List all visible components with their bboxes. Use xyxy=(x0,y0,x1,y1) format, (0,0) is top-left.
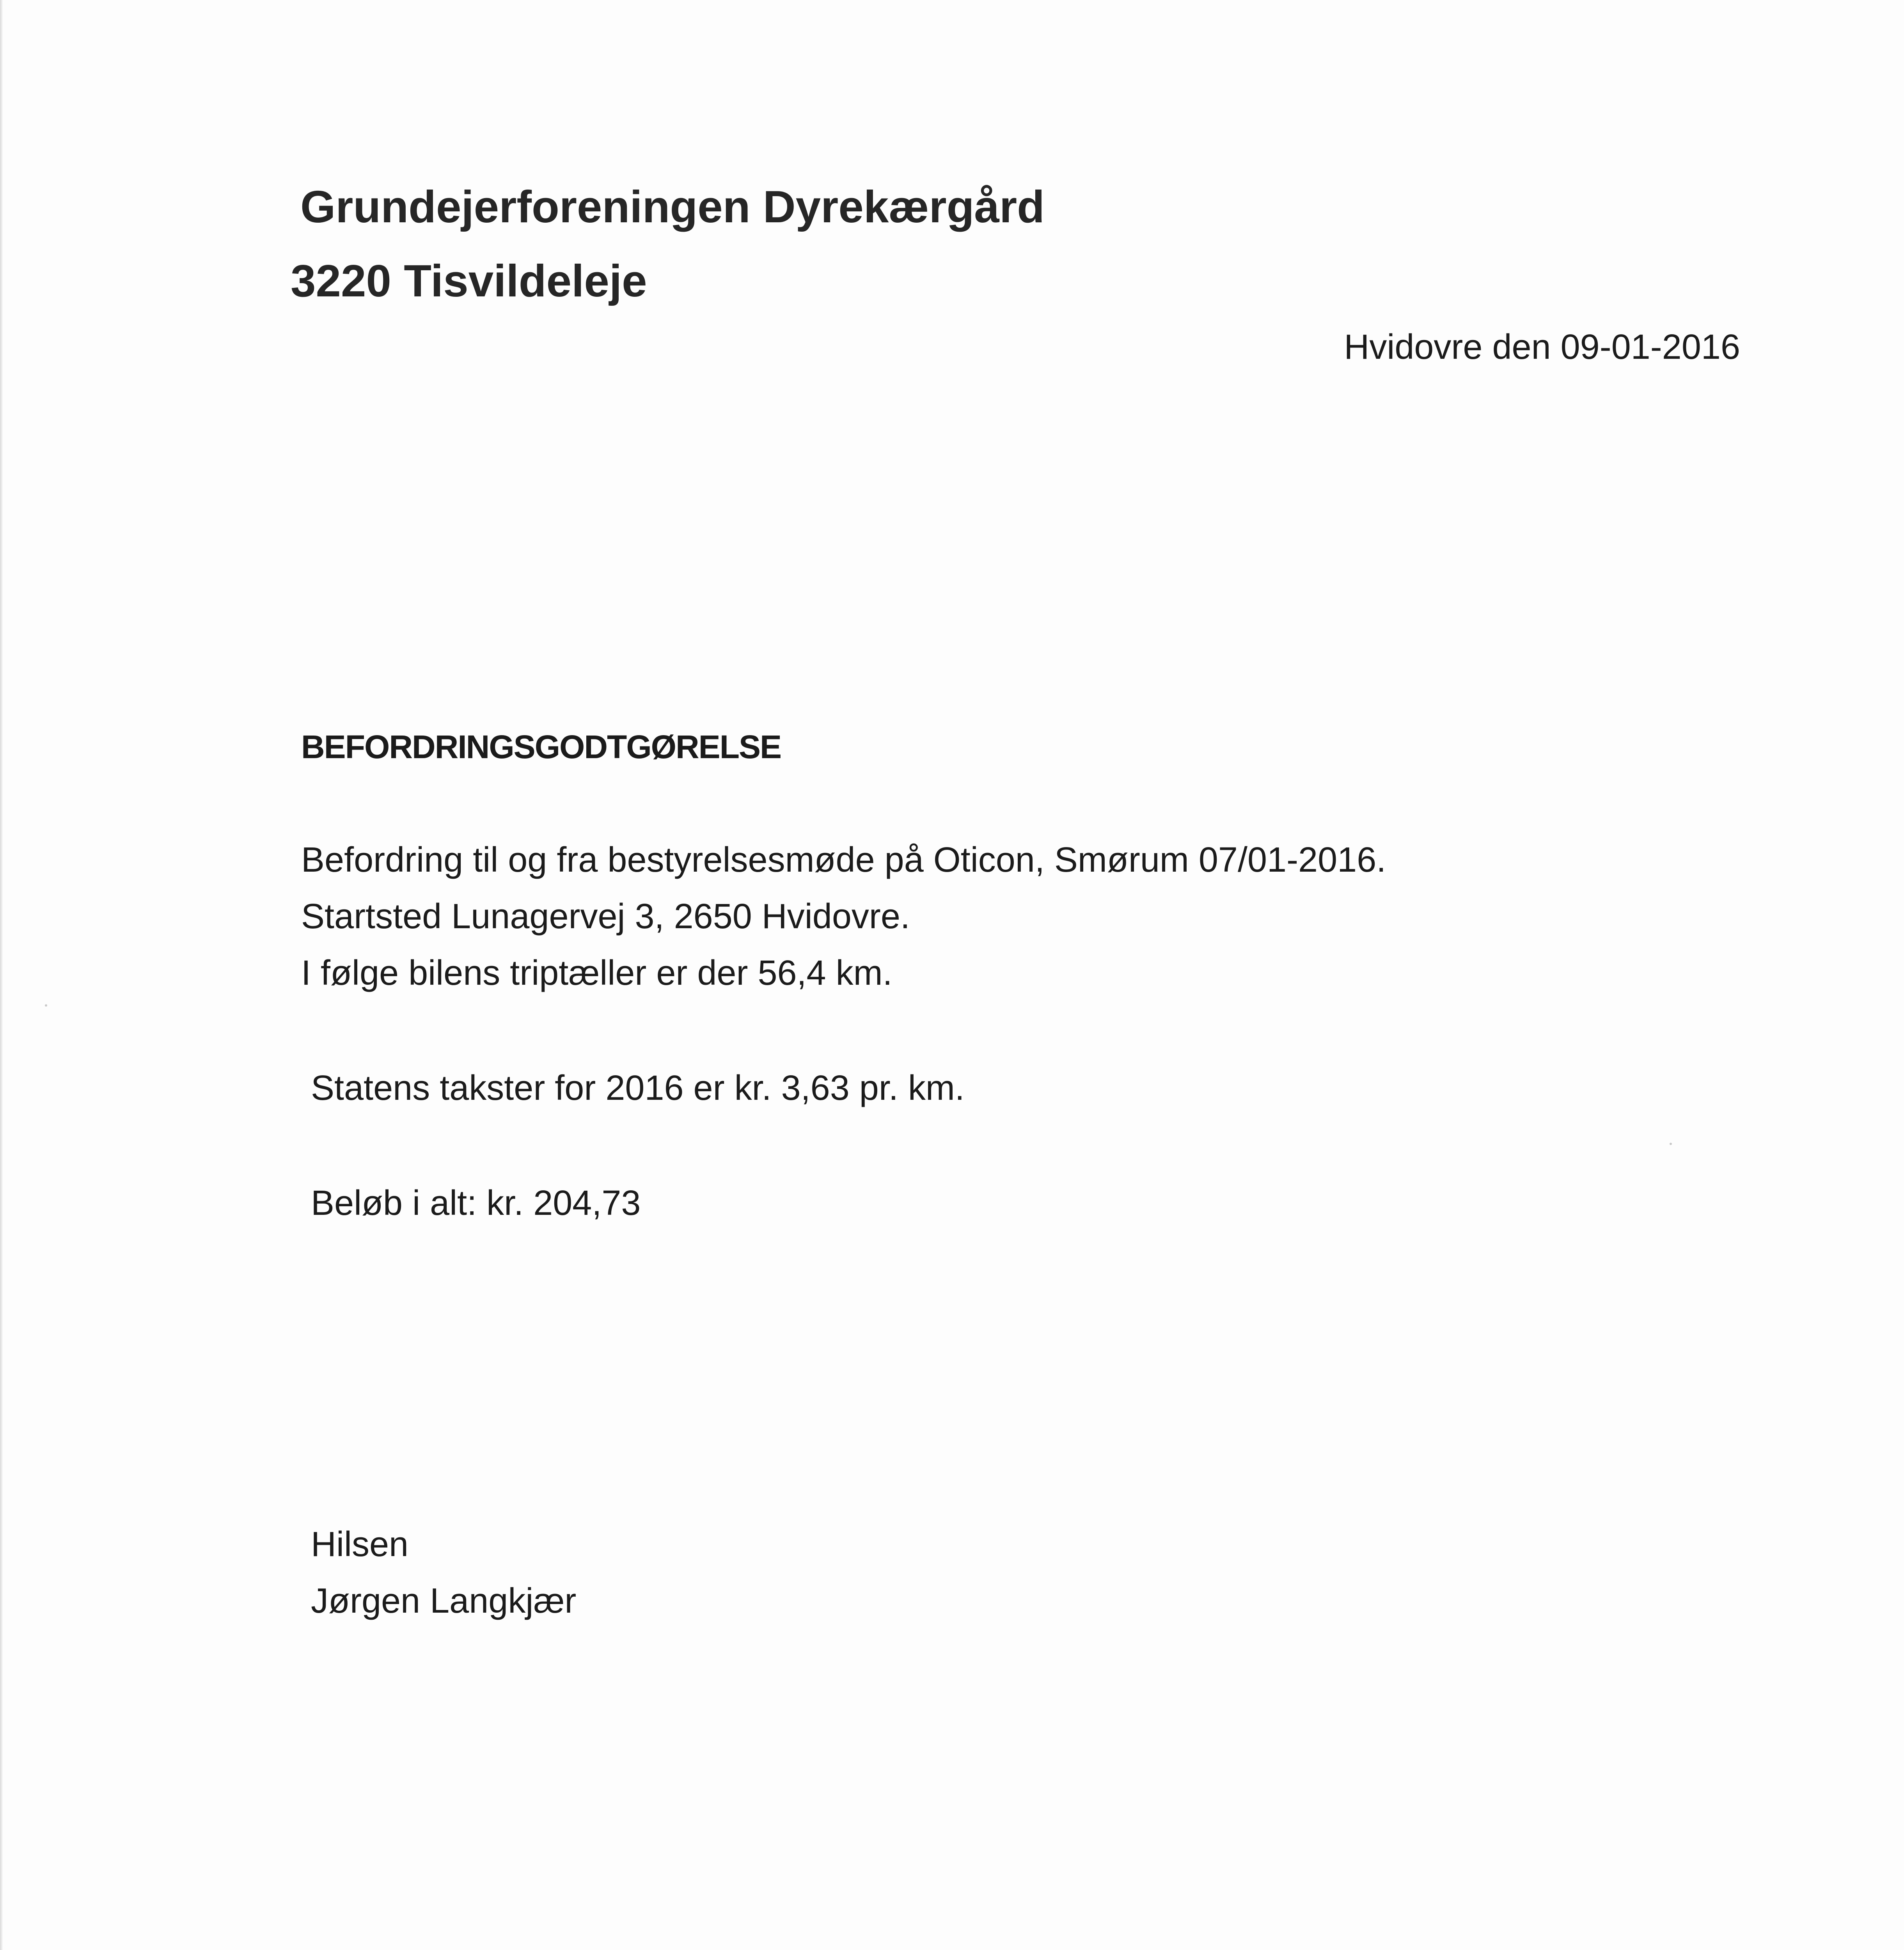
organization-city: 3220 Tisvildeleje xyxy=(291,255,647,306)
body-line-distance: I følge bilens triptæller er der 56,4 km. xyxy=(301,954,893,993)
scan-edge xyxy=(0,0,3,1950)
total-line: Beløb i alt: kr. 204,73 xyxy=(311,1184,641,1223)
handwritten-paid-note xyxy=(1443,1942,1763,1950)
sender-name: Jørgen Langkjær xyxy=(311,1581,577,1620)
body-line-start: Startsted Lunagervej 3, 2650 Hvidovre. xyxy=(301,897,910,936)
rate-line: Statens takster for 2016 er kr. 3,63 pr. km. xyxy=(311,1069,965,1108)
document-heading: BEFORDRINGSGODTGØRELSE xyxy=(301,729,781,765)
scan-speck xyxy=(45,1004,47,1007)
closing-greeting: Hilsen xyxy=(311,1525,409,1564)
scan-speck xyxy=(1670,1143,1672,1145)
body-line-trip: Befordring til og fra bestyrelsesmøde på Oticon, Smørum 07/01-2016. xyxy=(301,840,1386,879)
place-date: Hvidovre den 09-01-2016 xyxy=(1344,328,1740,367)
organization-name: Grundejerforeningen Dyrekærgård xyxy=(300,181,1045,232)
